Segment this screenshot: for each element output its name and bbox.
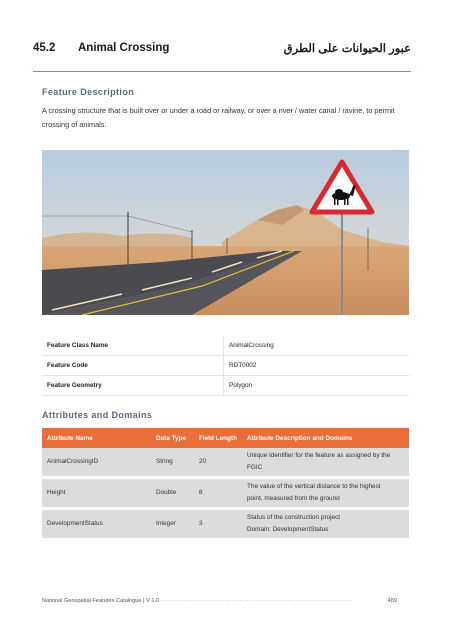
- feature-description-heading: Feature Description: [42, 87, 135, 97]
- attributes-header-row: [42, 428, 409, 448]
- attribute-description: The value of the vertical distance to the highest point, measured from the ground: [242, 478, 409, 509]
- section-number: 45.2: [33, 42, 56, 54]
- attribute-type: Double: [151, 478, 194, 509]
- animal-crossing-photo: [42, 150, 409, 315]
- attribute-description: Status of the construction project Domain: DevelopmentStatus: [242, 509, 409, 540]
- attribute-length: 20: [194, 448, 242, 478]
- attribute-length: 8: [194, 478, 242, 509]
- section-header: [33, 40, 411, 60]
- feature-class-name-value: AnimalCrossing: [224, 336, 410, 356]
- table-row: [42, 336, 409, 356]
- column-header: Field Length: [194, 428, 242, 448]
- attribute-type: String: [151, 448, 194, 478]
- attribute-name: AnimalCrossingID: [42, 448, 151, 478]
- table-row: [42, 478, 409, 509]
- section-title: Animal Crossing: [78, 42, 170, 54]
- feature-geometry-value: Polygon: [224, 376, 410, 396]
- attribute-type: Integer: [151, 509, 194, 540]
- column-header: Attribute Description and Domains: [242, 428, 409, 448]
- feature-class-name-label: Feature Class Name: [42, 336, 224, 356]
- table-row: [42, 376, 409, 396]
- page-number: 489: [387, 598, 397, 604]
- section-title-arabic: عبور الحيوانات على الطرق: [283, 43, 411, 55]
- attributes-table: [42, 428, 409, 541]
- feature-geometry-label: Feature Geometry: [42, 376, 224, 396]
- feature-info-table: [42, 336, 409, 396]
- column-header: Attribute Name: [42, 428, 151, 448]
- attributes-heading: Attributes and Domains: [42, 410, 153, 420]
- table-row: [42, 356, 409, 376]
- table-row: [42, 509, 409, 540]
- table-row: [42, 448, 409, 478]
- attribute-length: 3: [194, 509, 242, 540]
- feature-code-value: RDT0002: [224, 356, 410, 376]
- attribute-description: Unique Identifier for the feature as assigned by the FGIC: [242, 448, 409, 478]
- feature-description-text: A crossing structure that is built over or under a road or railway, or over a river / water canal / ravine, to permit crossing of animals.: [42, 106, 395, 129]
- column-header: Data Type: [151, 428, 194, 448]
- footer-leader-dots: ...............................................................................: [150, 597, 352, 603]
- footer-title: National Geospatial Features Catalogue | V 1.0: [42, 598, 160, 604]
- header-divider: [33, 71, 411, 72]
- attribute-name: DevelopmentStatus: [42, 509, 151, 540]
- attribute-name: Height: [42, 478, 151, 509]
- feature-code-label: Feature Code: [42, 356, 224, 376]
